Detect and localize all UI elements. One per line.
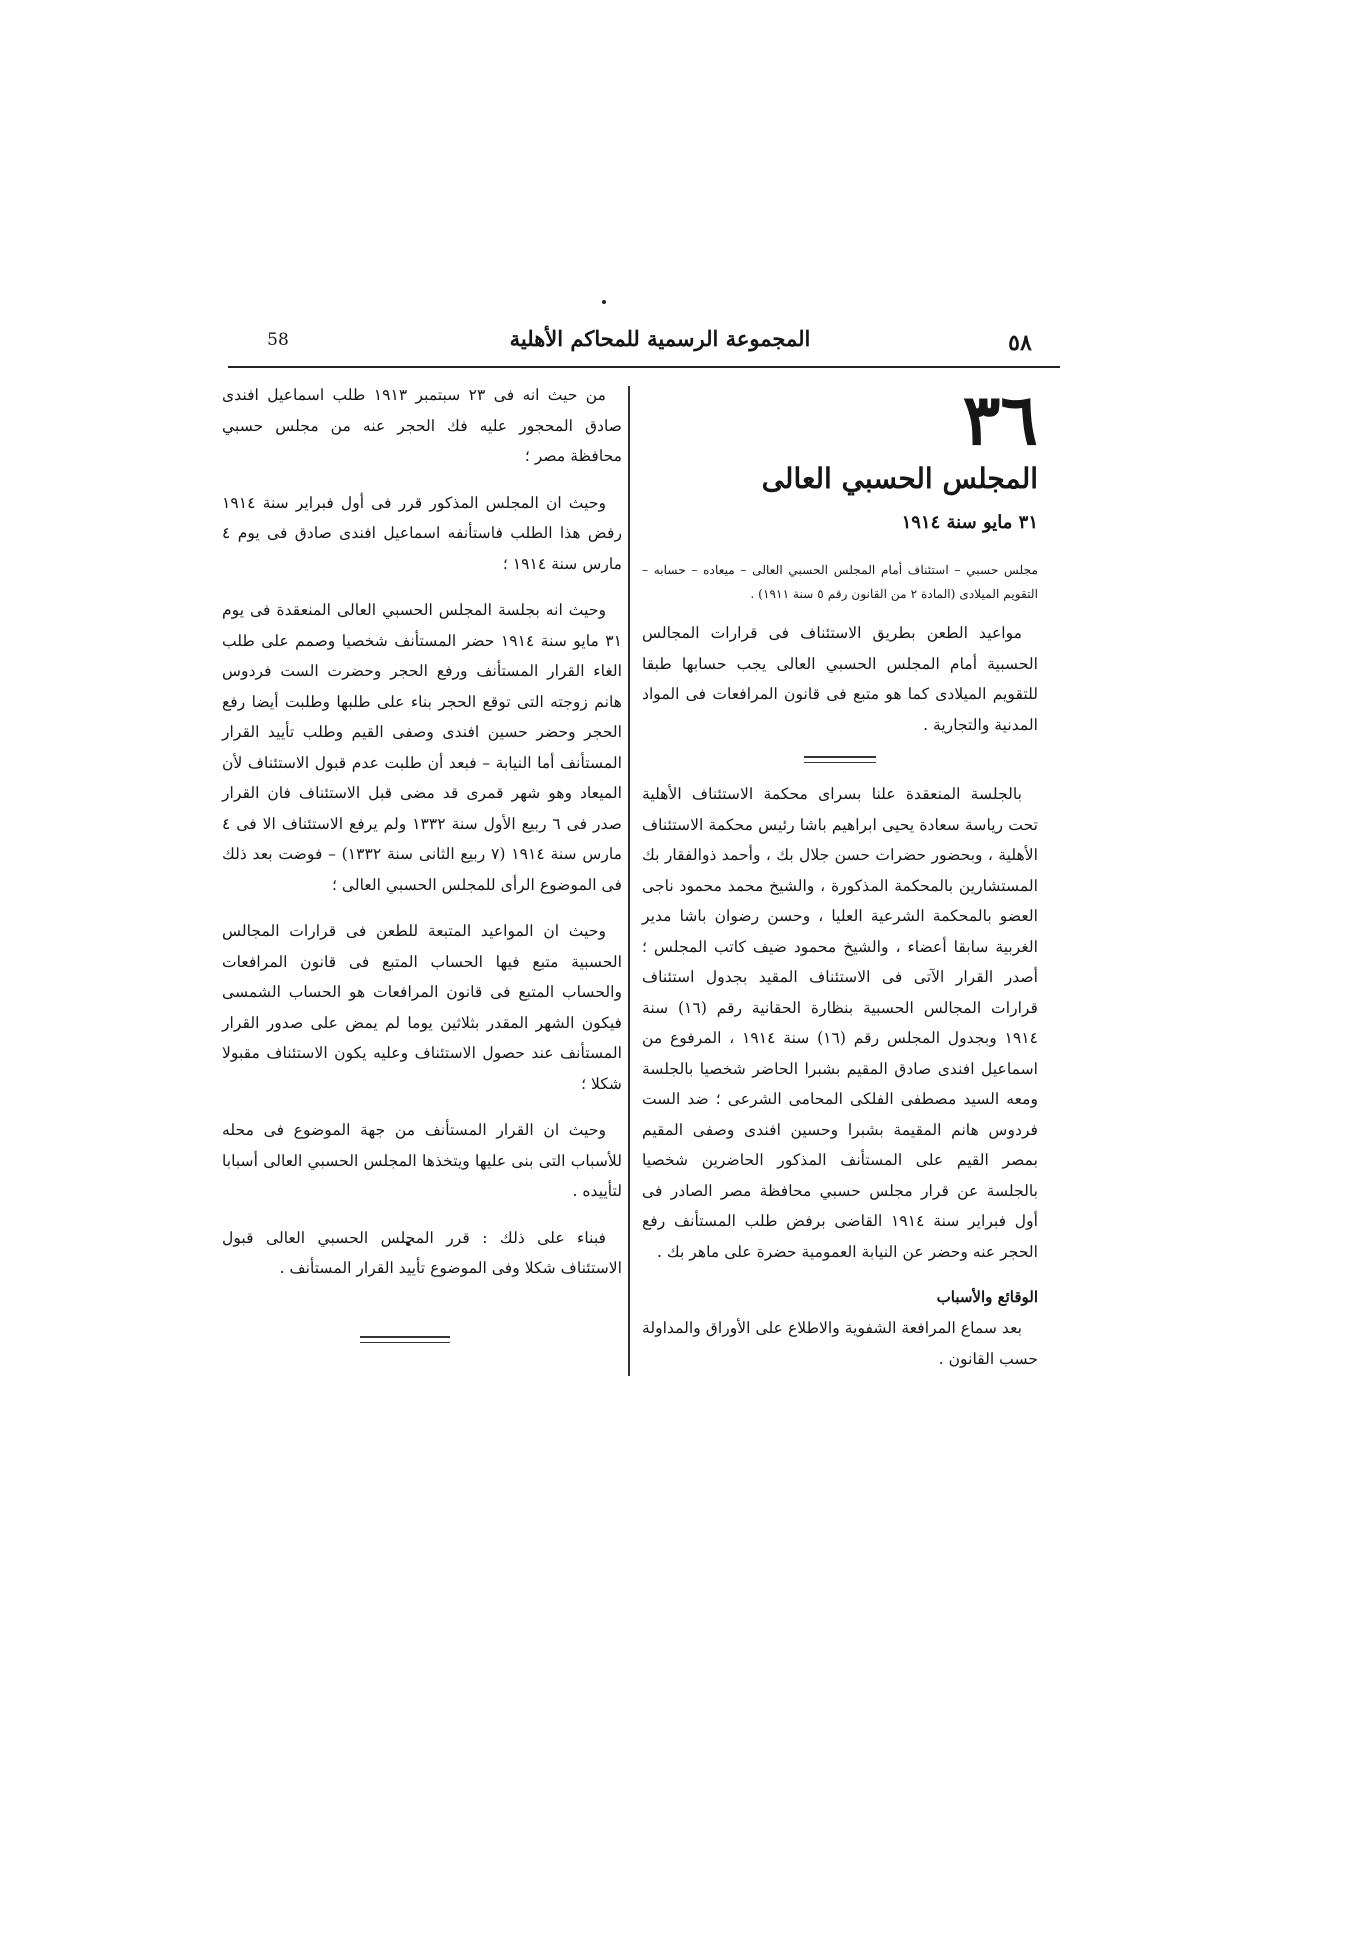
page-number-latin: 58 xyxy=(267,330,289,350)
facts-paragraph: بعد سماع المرافعة الشفوية والاطلاع على الأوراق والمداولة حسب القانون . xyxy=(642,1319,1038,1368)
column-divider xyxy=(628,386,630,1376)
court-name: المجلس الحسبي العالى xyxy=(761,462,1038,495)
legal-principle: مواعيد الطعن بطريق الاستئناف فى قرارات المجالس الحسبية أمام المجلس الحسبي العالى يجب حسابها طبقا للتقويم الميلادى كما هو متبع فى قانون المرافعات فى المواد المدنية والتجارية . xyxy=(642,624,1038,734)
header-rule xyxy=(228,366,1060,368)
body-paragraph: وحيث ان المواعيد المتبعة للطعن فى قرارات المجالس الحسبية متبع فيها الحساب المتبع فى قانون المرافعات والحساب المتبع فى قانون المرافعات هو الحساب الشمسى فيكون الشهر المقدر بثلاثين يوما لم يمض على صدور القرار المستأنف عند حصول الاستئناف وعليه يكون الاستئناف مقبولا شكلا ؛ xyxy=(222,922,622,1093)
body-paragraph: وحيث ان القرار المستأنف من جهة الموضوع فى محله للأسباب التى بنى عليها ويتخذها المجلس الحسبي العالى أسبابا لتأييده . xyxy=(222,1121,622,1200)
body-paragraph: وحيث انه بجلسة المجلس الحسبي العالى المنعقدة فى يوم ٣١ مايو سنة ١٩١٤ حضر المستأنف شخصيا وصمم على طلب الغاء القرار المستأنف ورفع الحجر وحضرت الست فردوس هانم زوجته التى توقع الحجر بناء على طلبها وطلبت أيضا رفع الحجر وحضر حسين افندى وصفى القيم وطلب تأييد القرار المستأنف أما النيابة – فبعد أن طلبت عدم قبول الاستئناف لأن الميعاد وهو شهر قمرى قد مضى قبل الاستئناف فان القرار صدر فى ٦ ربيع الأول سنة ١٣٣٢ ولم يرفع الاستئناف الا فى ٤ مارس سنة ١٩١٤ (٧ ربيع الثانى سنة ١٣٣٢) – فوضت بعد ذلك فى الموضوع الرأى للمجلس الحسبي العالى ؛ xyxy=(222,601,622,894)
case-keywords: مجلس حسبي – استئناف أمام المجلس الحسبي العالى – ميعاده – حسابه – التقويم الميلادى (المادة ٢ من القانون رقم ٥ سنة ١٩١١) . xyxy=(642,563,1038,601)
page-number-arabic: ٥٨ xyxy=(1008,330,1032,356)
session-paragraph: بالجلسة المنعقدة علنا بسراى محكمة الاستئناف الأهلية تحت رياسة سعادة يحيى ابراهيم باشا رئيس محكمة الاستئناف الأهلية ، وبحضور حضرات حسن جلال بك ، وأحمد ذوالفقار بك المستشارين بالمحكمة المذكورة ، والشيخ محمد محمود ناجى العضو بالمحكمة الشرعية العليا ، وحسن رضوان باشا مدير الغربية سابقا أعضاء ، والشيخ محمود ضيف كاتب المجلس ؛ أصدر القرار الآتى فى الاستئناف المقيد بجدول استئناف قرارات المجالس الحسبية بنظارة الحقانية رقم (١٦) سنة ١٩١٤ وبجدول المجلس رقم (١٦) سنة ١٩١٤ ، المرفوع من اسماعيل افندى صادق المقيم بشبرا الحاضر شخصيا بالجلسة ومعه السيد مصطفى الفلكى المحامى الشرعى ؛ ضد الست فردوس هانم المقيمة بشبرا وحسين افندى وصفى المقيم بمصر القيم على المستأنف المذكور الحاضرين شخصيا بالجلسة عن قرار مجلس حسبي محافظة مصر الصادر فى أول فبراير سنة ١٩١٤ القاضى برفض طلب المستأنف رفع الحجر عنه وحضر عن النيابة العمومية حضرة على ماهر بك . xyxy=(642,785,1038,1261)
body-paragraph: من حيث انه فى ٢٣ سبتمبر ١٩١٣ طلب اسماعيل افندى صادق المحجور عليه فك الحجر عنه من مجلس حسبي محافظة مصر ؛ xyxy=(222,386,622,465)
body-paragraph: وحيث ان المجلس المذكور قرر فى أول فبراير سنة ١٩١٤ رفض هذا الطلب فاستأنفه اسماعيل افندى صادق فى يوم ٤ مارس سنة ١٩١٤ ؛ xyxy=(222,493,622,573)
decision-paragraph: فبناء على ذلك : قرر المجلس الحسبي العالى قبول الاستئناف شكلا وفى الموضوع تأييد القرار المستأنف . xyxy=(222,1228,622,1277)
section-separator xyxy=(804,756,876,763)
facts-heading: الوقائع والأسباب xyxy=(936,1288,1038,1306)
case-date: ٣١ مايو سنة ١٩١٤ xyxy=(901,512,1038,533)
scan-speck xyxy=(602,300,606,304)
end-separator xyxy=(360,1336,450,1343)
left-column xyxy=(222,380,622,1300)
case-number: ٣٦ xyxy=(962,378,1038,461)
right-column xyxy=(642,380,1038,1390)
running-header-title: المجموعة الرسمية للمحاكم الأهلية xyxy=(509,326,811,351)
